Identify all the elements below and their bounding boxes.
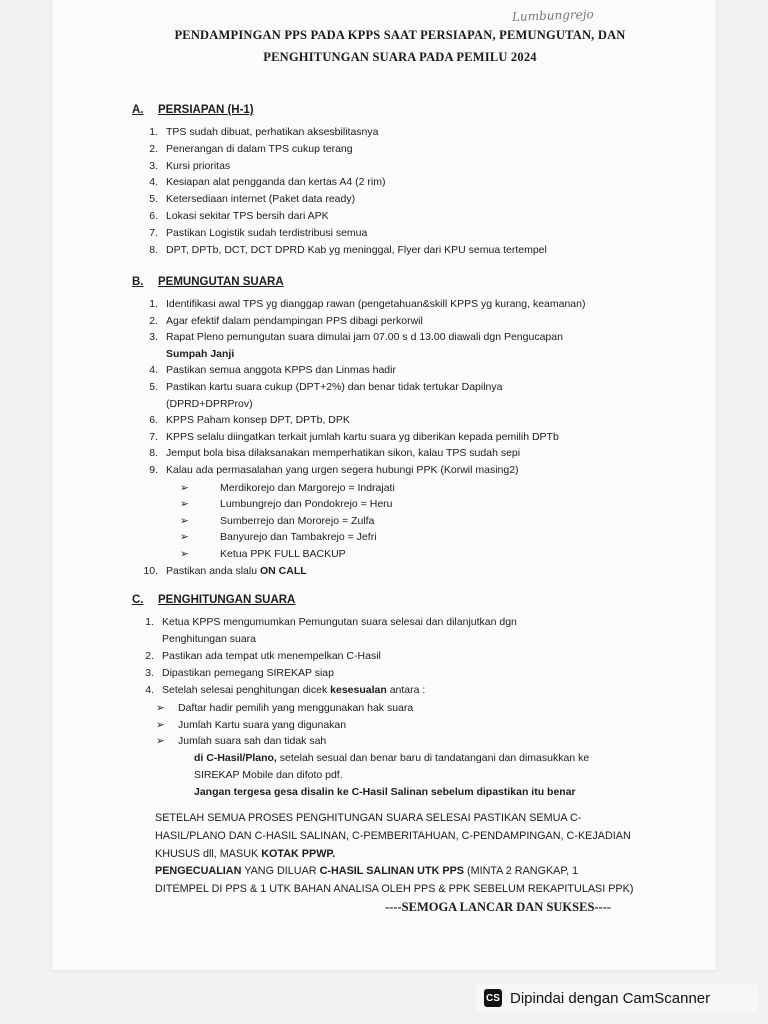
item-text-bold: Sumpah Janji <box>166 347 235 360</box>
section-title: PEMUNGUTAN SUARA <box>158 276 284 288</box>
section-c-heading <box>132 594 732 606</box>
closing-line: SETELAH SEMUA PROSES PENGHITUNGAN SUARA SELESAI PASTIKAN SEMUA C- <box>155 812 582 824</box>
item-text: Kesiapan alat pengganda dan kertas A4 (2 rim) <box>166 176 386 189</box>
korwil-sublist <box>156 480 732 563</box>
pemungutan-list-end <box>132 563 732 580</box>
item-number: 10. <box>143 564 158 577</box>
list-item <box>136 124 732 141</box>
list-item <box>136 362 732 379</box>
item-number: 4. <box>145 684 154 696</box>
list-item <box>136 329 732 362</box>
list-item <box>132 682 732 699</box>
list-item <box>136 379 732 412</box>
closing-line: DITEMPEL DI PPS & 1 UTK BAHAN ANALISA OLEH PPS & PPK SEBELUM REKAPITULASI PPK) <box>155 883 634 896</box>
arrow-icon: ➢ <box>156 702 165 714</box>
item-number: 3. <box>149 159 158 172</box>
item-text: Kalau ada permasalahan yang urgen segera hubungi PPK (Korwil masing2) <box>166 463 519 476</box>
item-text <box>162 682 732 699</box>
penghitungan-list <box>132 614 732 699</box>
item-text-line: Penghitungan suara <box>162 633 256 645</box>
closing-text: YANG DILUAR <box>244 865 317 878</box>
title-line-1: PENDAMPINGAN PPS PADA KPPS SAAT PERSIAPAN, PEMUNGUTAN, DAN <box>174 28 626 42</box>
list-item <box>132 648 732 665</box>
arrow-icon: ➢ <box>180 514 189 527</box>
item-number: 9. <box>149 463 158 476</box>
list-item <box>136 445 732 462</box>
closing-text: (MINTA 2 RANGKAP, 1 <box>466 865 579 878</box>
list-item <box>136 225 732 242</box>
closing-line: HASIL/PLANO DAN C-HASIL SALINAN, C-PEMBERITAHUAN, C-PENDAMPINGAN, C-KEJADIAN <box>155 829 631 842</box>
section-pemungutan <box>132 276 732 579</box>
list-item <box>132 614 732 648</box>
item-number: 2. <box>145 650 154 662</box>
sub-item-text: Lumbungrejo dan Pondokrejo = Heru <box>220 498 393 511</box>
closing-note <box>155 810 655 899</box>
arrow-icon: ➢ <box>180 498 189 511</box>
item-text-bold: kesesualan <box>330 684 387 696</box>
list-item <box>136 563 732 580</box>
item-text: Agar efektif dalam pendampingan PPS dibagi perkorwil <box>166 314 423 327</box>
item-number: 6. <box>149 209 158 222</box>
item-text: Ketersediaan internet (Paket data ready) <box>166 193 356 206</box>
list-item <box>136 208 732 225</box>
handwritten-note: Lumbungrejo <box>511 7 594 24</box>
pemungutan-list <box>132 296 732 479</box>
item-number: 1. <box>145 616 154 628</box>
item-number: 3. <box>149 331 158 344</box>
camscanner-icon: CS <box>484 989 502 1007</box>
document-title <box>140 24 660 68</box>
item-text: KPPS Paham konsep DPT, DPTb, DPK <box>166 414 350 427</box>
item-number: 8. <box>149 243 158 256</box>
item-text: Pastikan semua anggota KPPS dan Linmas hadir <box>166 364 396 377</box>
arrow-icon: ➢ <box>180 531 189 544</box>
sub-item <box>156 480 732 497</box>
list-item <box>132 665 732 682</box>
item-number: 7. <box>149 226 158 239</box>
item-text: KPPS selalu diingatkan terkait jumlah kartu suara yg diberikan kepada pemilih DPTb <box>166 430 559 443</box>
item-number: 2. <box>149 142 158 155</box>
item-text: Penerangan di dalam TPS cukup terang <box>166 142 353 155</box>
arrow-icon: ➢ <box>180 547 189 560</box>
item-number: 5. <box>149 380 158 393</box>
list-item <box>136 429 732 446</box>
sub-item-text: Jumlah suara sah dan tidak sah <box>178 735 327 748</box>
item-text: Dipastikan pemegang SIREKAP siap <box>162 667 334 679</box>
list-item <box>136 174 732 191</box>
title-line-2: PENGHITUNGAN SUARA PADA PEMILU 2024 <box>263 50 537 64</box>
list-item <box>136 412 732 429</box>
item-text-line: Setelah selesai penghitungan dicek <box>162 684 328 696</box>
list-item <box>136 462 732 479</box>
list-item <box>136 313 732 330</box>
item-text-line: Pastikan kartu suara cukup (DPT+2%) dan benar tidak tertukar Dapilnya <box>166 380 503 393</box>
list-item <box>136 191 732 208</box>
closing-bold: PENGECUALIAN <box>155 865 242 878</box>
sub-item <box>156 733 732 750</box>
item-text-line: Pastikan anda slalu <box>166 564 258 577</box>
arrow-icon: ➢ <box>180 481 189 494</box>
item-text: Pastikan ada tempat utk menempelkan C-Hasil <box>162 650 381 662</box>
section-letter: C. <box>132 594 144 606</box>
item-text-bold: ON CALL <box>259 564 307 577</box>
kesesuaian-sublist <box>156 700 732 750</box>
sub-item <box>156 717 732 734</box>
item-text <box>166 563 732 580</box>
sub-item <box>156 496 732 513</box>
closing-line <box>155 863 655 881</box>
item-text: TPS sudah dibuat, perhatikan aksesbilitasnya <box>166 126 379 138</box>
item-text-line: (DPRD+DPRProv) <box>166 397 253 410</box>
section-title: PERSIAPAN (H-1) <box>158 104 254 116</box>
note-line: SIREKAP Mobile dan difoto pdf. <box>194 768 343 781</box>
item-number: 3. <box>145 667 154 679</box>
item-number: 4. <box>149 176 158 189</box>
closing-text: KHUSUS dll, MASUK <box>155 847 259 860</box>
camscanner-watermark <box>476 984 758 1012</box>
item-text <box>166 329 732 362</box>
item-text <box>166 379 732 412</box>
item-text-line: antara : <box>389 684 426 696</box>
sub-item <box>156 513 732 530</box>
sub-item <box>156 700 732 717</box>
c-hasil-note <box>194 750 732 801</box>
note-warning: Jangan tergesa gesa disalin ke C-Hasil Salinan sebelum dipastikan itu benar <box>194 785 576 798</box>
item-number: 8. <box>149 447 158 460</box>
item-number: 5. <box>149 193 158 206</box>
item-number: 1. <box>149 298 158 310</box>
item-text: Lokasi sekitar TPS bersih dari APK <box>166 209 329 222</box>
sub-item-text: Merdikorejo dan Margorejo = Indrajati <box>220 481 395 494</box>
list-item <box>136 158 732 175</box>
sub-item <box>156 529 732 546</box>
item-text: Pastikan Logistik sudah terdistribusi semua <box>166 226 368 239</box>
item-text: Identifikasi awal TPS yg dianggap rawan (pengetahuan&skill KPPS yg kurang, keamanan) <box>166 298 586 310</box>
arrow-icon: ➢ <box>156 718 165 731</box>
section-a-heading <box>132 104 732 116</box>
item-number: 4. <box>149 364 158 377</box>
item-number: 1. <box>149 126 158 138</box>
section-b-heading <box>132 276 732 288</box>
section-persiapan <box>132 104 732 258</box>
list-item <box>136 242 732 259</box>
section-letter: B. <box>132 276 144 288</box>
closing-line <box>155 846 655 864</box>
note-bold: di C-Hasil/Plano, <box>194 751 277 764</box>
section-title: PENGHITUNGAN SUARA <box>158 594 296 606</box>
sub-item-text: Sumberrejo dan Mororejo = Zulfa <box>220 514 375 527</box>
closing-wish: ----SEMOGA LANCAR DAN SUKSES---- <box>385 900 612 914</box>
sub-item-text: Ketua PPK FULL BACKUP <box>220 547 346 560</box>
note-line <box>194 750 732 767</box>
arrow-icon: ➢ <box>156 735 165 748</box>
item-number: 6. <box>149 414 158 427</box>
closing-bold: C-HASIL SALINAN UTK PPS <box>319 865 464 878</box>
watermark-text: Dipindai dengan CamScanner <box>510 989 711 1007</box>
sub-item <box>156 546 732 563</box>
sub-item-text: Banyurejo dan Tambakrejo = Jefri <box>220 531 377 544</box>
item-text: Kursi prioritas <box>166 159 231 172</box>
sub-item-text: Jumlah Kartu suara yang digunakan <box>178 718 347 731</box>
list-item <box>136 141 732 158</box>
item-text-line: Rapat Pleno pemungutan suara dimulai jam 07.00 s d 13.00 diawali dgn Pengucapan <box>166 331 563 344</box>
list-item <box>136 296 732 313</box>
item-text <box>162 614 732 648</box>
closing-bold: KOTAK PPWP. <box>261 847 336 860</box>
item-text-line: Ketua KPPS mengumumkan Pemungutan suara selesai dan dilanjutkan dgn <box>162 616 517 628</box>
item-text: DPT, DPTb, DCT, DCT DPRD Kab yg meninggal, Flyer dari KPU semua tertempel <box>166 243 547 256</box>
item-number: 7. <box>149 430 158 443</box>
item-text: Jemput bola bisa dilaksanakan memperhatikan sikon, kalau TPS sudah sepi <box>166 447 521 460</box>
persiapan-list <box>132 124 732 258</box>
sub-item-text: Daftar hadir pemilih yang menggunakan hak suara <box>178 702 414 714</box>
note-text: setelah sesual dan benar baru di tandatangani dan dimasukkan ke <box>279 751 590 764</box>
item-number: 2. <box>149 314 158 327</box>
section-penghitungan <box>132 594 732 801</box>
section-letter: A. <box>132 104 144 116</box>
